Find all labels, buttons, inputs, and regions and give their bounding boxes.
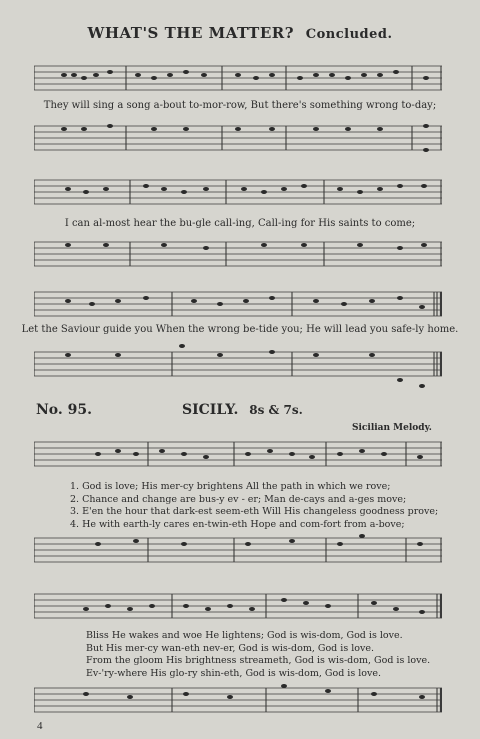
music-staff xyxy=(34,118,442,160)
verse-line: But His mer-cy wan-eth nev-er, God is wis-dom, God is love. xyxy=(86,642,374,654)
lyric-line: I can al-most hear the bu-gle call-ing, Call-ing for His saints to come; xyxy=(64,218,416,229)
verse-block xyxy=(70,481,438,531)
hymn-title xyxy=(182,402,303,418)
hymn-meter: 8s & 7s. xyxy=(249,403,303,417)
verse-line: Bliss He wakes and woe He lightens; God is wis-dom, God is love. xyxy=(86,630,403,641)
verse-line: 4. He with earth-ly cares en-twin-eth Hope and com-fort from a-bove; xyxy=(70,518,405,530)
music-staff xyxy=(34,236,442,276)
hymn-number: No. 95. xyxy=(36,402,92,418)
tune-credit: Sicilian Melody. xyxy=(352,423,432,433)
verse-line: Ev-'ry-where His glo-ry shin-eth, God is wis-dom, God is love. xyxy=(86,667,382,679)
song-subtitle: Concluded. xyxy=(305,27,393,42)
page-number: 4 xyxy=(37,720,43,732)
lyric-line: They will sing a song a-bout to-mor-row, But there's something wrong to-day; xyxy=(43,100,437,111)
page-title xyxy=(0,24,480,42)
music-staff xyxy=(34,532,442,572)
verse-line: 3. E'en the hour that dark-est seem-eth Will His changeless goodness prove; xyxy=(70,506,439,517)
music-staff xyxy=(34,682,442,722)
music-staff xyxy=(34,62,442,96)
music-staff xyxy=(34,288,442,322)
hymn-name: SICILY. xyxy=(182,402,239,418)
lyric-line: Let the Saviour guide you When the wrong be-tide you; He will lead you safe-ly home. xyxy=(21,324,459,335)
verse-line: 1. God is love; His mer-cy brightens All the path in which we rove; xyxy=(70,481,391,492)
verse-block xyxy=(86,630,430,680)
music-staff xyxy=(34,438,442,472)
song-title: WHAT'S THE MATTER? xyxy=(87,24,295,42)
music-staff xyxy=(34,176,442,210)
verse-line: 2. Chance and change are bus-y ev - er; Man de-cays and a-ges move; xyxy=(70,493,407,505)
verse-line: From the gloom His brightness streameth, God is wis-dom, God is love. xyxy=(86,655,431,666)
music-staff xyxy=(34,590,442,624)
music-staff xyxy=(34,340,442,392)
